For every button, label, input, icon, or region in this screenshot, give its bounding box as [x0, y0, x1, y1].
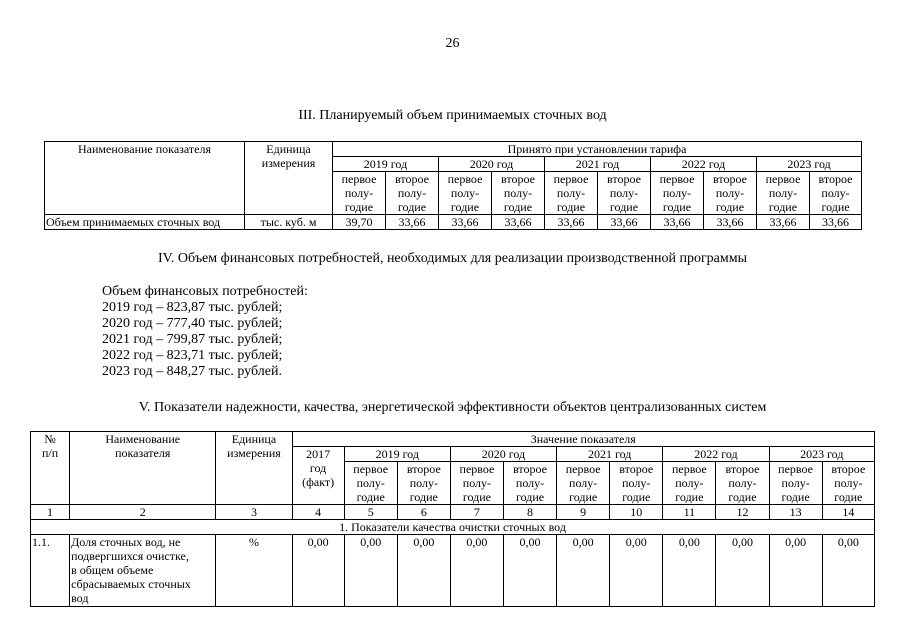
group-header: Значение показателя — [292, 432, 874, 447]
year-header: 2019 год — [333, 157, 439, 172]
table-cell: 0,00 — [397, 535, 450, 607]
year-header: 2023 год — [757, 157, 862, 172]
table-cell: 0,00 — [292, 535, 344, 607]
table-cell: 0,00 — [663, 535, 716, 607]
half-header-second: второе полу- годие — [397, 462, 450, 505]
page-number: 26 — [445, 36, 460, 51]
half-header-second: второе полу- годие — [822, 462, 874, 505]
year-header: 2022 год — [663, 447, 769, 462]
table-cell: 33,66 — [492, 215, 545, 230]
table-cell: 0,00 — [557, 535, 610, 607]
column-number: 13 — [769, 505, 822, 520]
half-header-first: первое полу- годие — [545, 172, 598, 215]
half-header-second: второе полу- годие — [386, 172, 439, 215]
col-header-unit: Единица измерения — [245, 142, 333, 215]
half-header-second: второе полу- годие — [503, 462, 556, 505]
col-header-name: Наименование показателя — [70, 432, 216, 505]
financial-needs-list — [102, 284, 308, 380]
table-cell: 0,00 — [344, 535, 397, 607]
table-cell: 0,00 — [769, 535, 822, 607]
table-cell: 33,66 — [810, 215, 862, 230]
half-header-first: первое полу- годие — [333, 172, 386, 215]
column-number: 11 — [663, 505, 716, 520]
column-number: 1 — [31, 505, 70, 520]
table-cell: 33,66 — [757, 215, 810, 230]
column-number: 12 — [716, 505, 769, 520]
financial-needs-line: 2021 год – 799,87 тыс. рублей; — [102, 332, 283, 347]
row-unit: % — [216, 535, 292, 607]
subsection-title: 1. Показатели качества очистки сточных вод — [31, 520, 875, 535]
group-header: Принято при установлении тарифа — [333, 142, 862, 157]
table-cell: 39,70 — [333, 215, 386, 230]
year-header: 2023 год — [769, 447, 874, 462]
row-number: 1.1. — [31, 535, 70, 607]
table-cell: 0,00 — [450, 535, 503, 607]
column-number: 8 — [503, 505, 556, 520]
water-volume-table — [44, 141, 862, 230]
financial-needs-line: 2023 год – 848,27 тыс. рублей. — [102, 364, 282, 379]
col-header-name: Наименование показателя — [45, 142, 245, 215]
column-number: 9 — [557, 505, 610, 520]
half-header-first: первое полу- годие — [651, 172, 704, 215]
col-header-number: № п/п — [31, 432, 70, 505]
column-number: 2 — [70, 505, 216, 520]
half-header-first: первое полу- годие — [450, 462, 503, 505]
table-cell: 33,66 — [704, 215, 757, 230]
indicators-table — [30, 431, 875, 607]
year-header: 2021 год — [557, 447, 663, 462]
section-4-title: IV. Объем финансовых потребностей, необходимых для реализации производственной программы — [157, 251, 748, 266]
column-number: 10 — [610, 505, 663, 520]
year-header: 2021 год — [545, 157, 651, 172]
half-header-second: второе полу- годие — [610, 462, 663, 505]
half-header-second: второе полу- годие — [704, 172, 757, 215]
section-5-title: V. Показатели надежности, качества, энергетической эффективности объектов централизованных систем — [138, 400, 767, 415]
table-cell: 33,66 — [598, 215, 651, 230]
table-cell: 33,66 — [651, 215, 704, 230]
table-cell: 0,00 — [822, 535, 874, 607]
year-header: 2020 год — [439, 157, 545, 172]
col-header-unit: Единица измерения — [216, 432, 292, 505]
row-name: Объем принимаемых сточных вод — [45, 215, 245, 230]
financial-needs-line: 2020 год – 777,40 тыс. рублей; — [102, 316, 283, 331]
year-header: 2022 год — [651, 157, 757, 172]
half-header-first: первое полу- годие — [757, 172, 810, 215]
column-number: 4 — [292, 505, 344, 520]
table-cell: 0,00 — [610, 535, 663, 607]
table-cell: 33,66 — [439, 215, 492, 230]
section-3-title: III. Планируемый объем принимаемых сточных вод — [298, 108, 607, 123]
half-header-second: второе полу- годие — [716, 462, 769, 505]
half-header-first: первое полу- годие — [557, 462, 610, 505]
year-header: 2019 год — [344, 447, 450, 462]
column-number: 5 — [344, 505, 397, 520]
column-number: 3 — [216, 505, 292, 520]
row-unit: тыс. куб. м — [245, 215, 333, 230]
year-header: 2020 год — [450, 447, 556, 462]
half-header-second: второе полу- годие — [598, 172, 651, 215]
half-header-first: первое полу- годие — [439, 172, 492, 215]
financial-needs-line: 2022 год – 823,71 тыс. рублей; — [102, 348, 283, 363]
column-number: 14 — [822, 505, 874, 520]
half-header-first: первое полу- годие — [769, 462, 822, 505]
table-cell: 0,00 — [503, 535, 556, 607]
table-cell: 33,66 — [386, 215, 439, 230]
table-cell: 33,66 — [545, 215, 598, 230]
financial-needs-line: Объем финансовых потребностей: — [102, 284, 308, 299]
financial-needs-line: 2019 год – 823,87 тыс. рублей; — [102, 300, 283, 315]
half-header-first: первое полу- годие — [663, 462, 716, 505]
half-header-second: второе полу- годие — [810, 172, 862, 215]
half-header-first: первое полу- годие — [344, 462, 397, 505]
column-number: 7 — [450, 505, 503, 520]
table-cell: 0,00 — [716, 535, 769, 607]
year-fact-header: 2017 год (факт) — [292, 447, 344, 505]
row-name: Доля сточных вод, не подвергшихся очистке, в общем объеме сбрасываемых сточных вод — [70, 535, 216, 607]
half-header-second: второе полу- годие — [492, 172, 545, 215]
column-number: 6 — [397, 505, 450, 520]
